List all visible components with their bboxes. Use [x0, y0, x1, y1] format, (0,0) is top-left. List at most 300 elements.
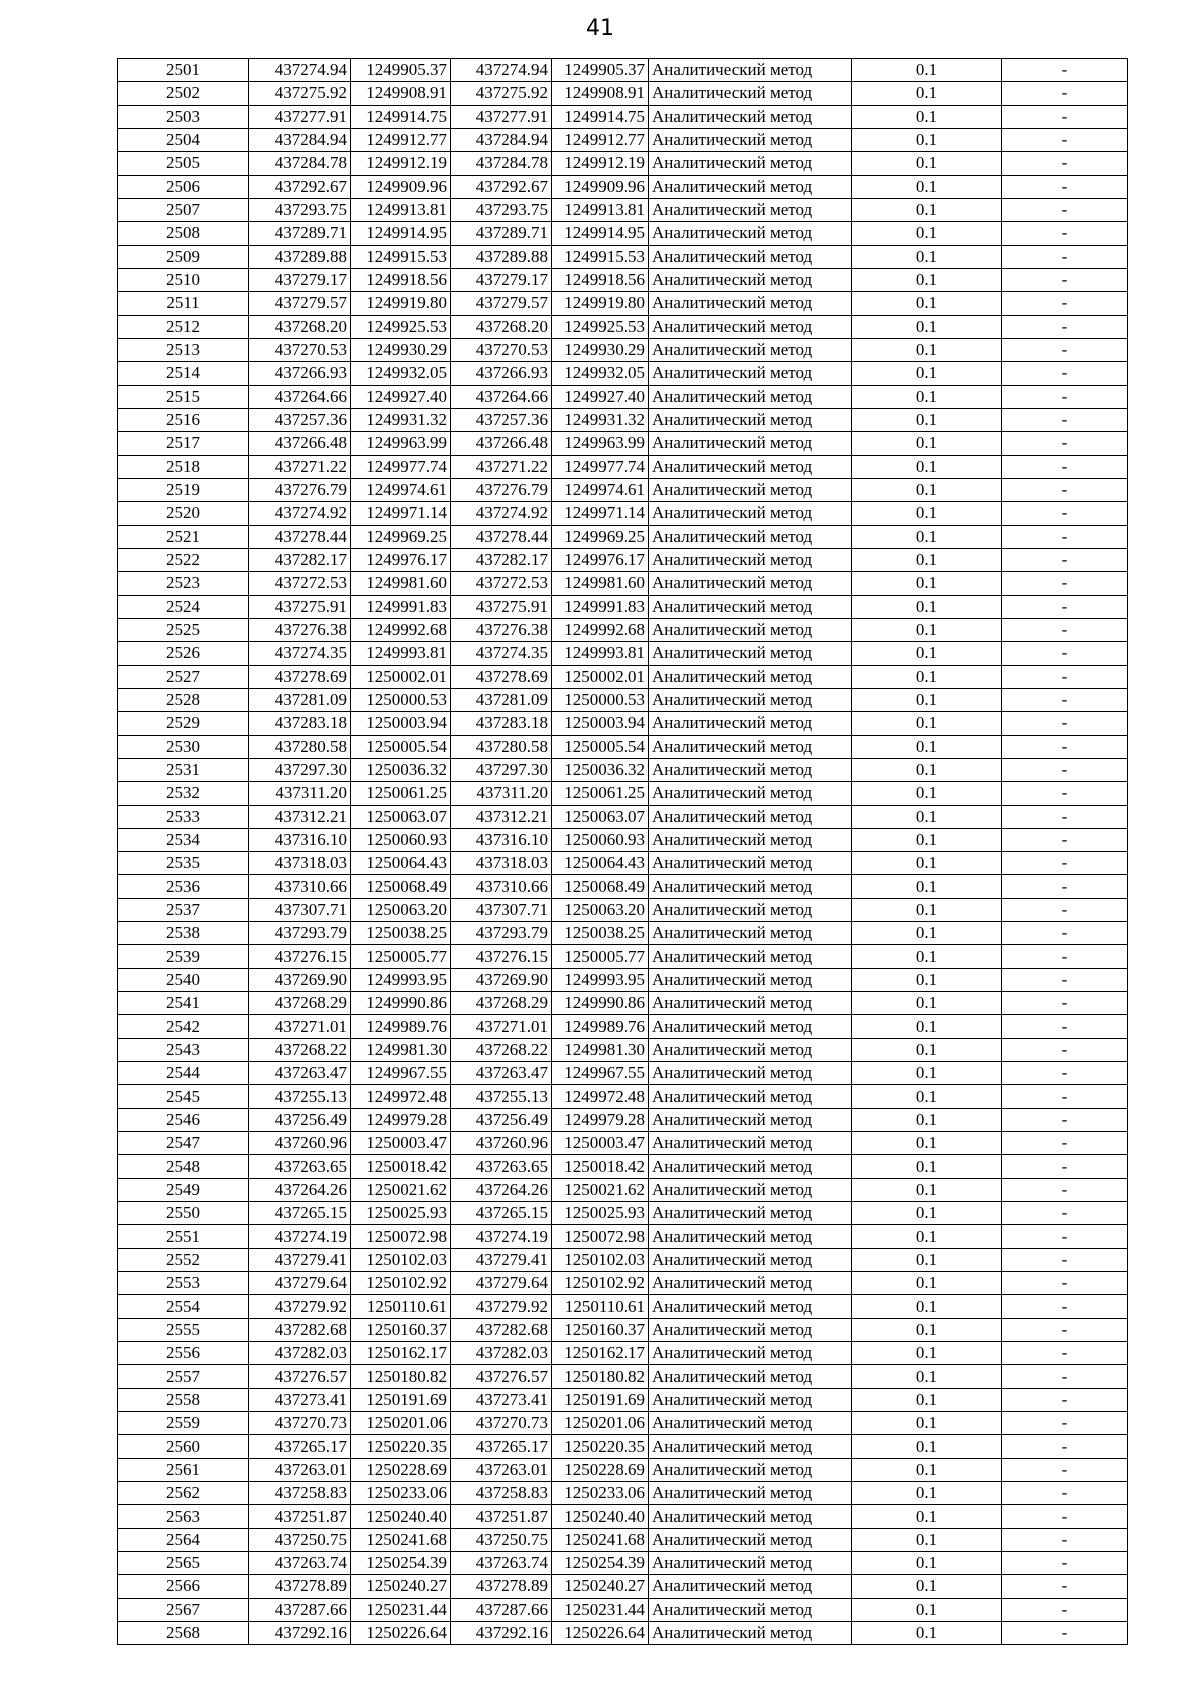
x-coordinate-cell: 437316.10 [451, 828, 552, 851]
accuracy-cell: 0.1 [852, 642, 1002, 665]
x-coordinate-cell: 437270.53 [451, 338, 552, 361]
dash-cell: - [1002, 1575, 1128, 1598]
x-coordinate-cell: 437251.87 [451, 1505, 552, 1528]
x-coordinate-cell: 437284.94 [451, 128, 552, 151]
accuracy-cell: 0.1 [852, 59, 1002, 82]
y-coordinate-cell: 1249908.91 [552, 82, 649, 105]
y-coordinate-cell: 1249967.55 [351, 1062, 451, 1085]
point-number-cell: 2537 [118, 898, 249, 921]
y-coordinate-cell: 1250233.06 [351, 1482, 451, 1505]
y-coordinate-cell: 1250110.61 [351, 1295, 451, 1318]
coordinates-table [117, 58, 1128, 1645]
point-number-cell: 2561 [118, 1458, 249, 1481]
method-cell: Аналитический метод [649, 1505, 852, 1528]
accuracy-cell: 0.1 [852, 502, 1002, 525]
y-coordinate-cell: 1250064.43 [351, 852, 451, 875]
x-coordinate-cell: 437293.75 [451, 198, 552, 221]
y-coordinate-cell: 1249925.53 [351, 315, 451, 338]
method-cell: Аналитический метод [649, 385, 852, 408]
accuracy-cell: 0.1 [852, 548, 1002, 571]
table-row [118, 642, 1128, 665]
x-coordinate-cell: 437318.03 [451, 852, 552, 875]
dash-cell: - [1002, 968, 1128, 991]
x-coordinate-cell: 437274.19 [451, 1225, 552, 1248]
accuracy-cell: 0.1 [852, 292, 1002, 315]
y-coordinate-cell: 1250005.77 [351, 945, 451, 968]
accuracy-cell: 0.1 [852, 1435, 1002, 1458]
table-row [118, 1062, 1128, 1085]
accuracy-cell: 0.1 [852, 478, 1002, 501]
point-number-cell: 2557 [118, 1365, 249, 1388]
point-number-cell: 2529 [118, 712, 249, 735]
x-coordinate-cell: 437292.16 [249, 1621, 351, 1644]
x-coordinate-cell: 437289.88 [249, 245, 351, 268]
dash-cell: - [1002, 1155, 1128, 1178]
method-cell: Аналитический метод [649, 595, 852, 618]
y-coordinate-cell: 1250061.25 [552, 782, 649, 805]
x-coordinate-cell: 437256.49 [249, 1108, 351, 1131]
x-coordinate-cell: 437265.17 [249, 1435, 351, 1458]
y-coordinate-cell: 1250254.39 [351, 1552, 451, 1575]
dash-cell: - [1002, 198, 1128, 221]
method-cell: Аналитический метод [649, 572, 852, 595]
dash-cell: - [1002, 688, 1128, 711]
method-cell: Аналитический метод [649, 548, 852, 571]
point-number-cell: 2518 [118, 455, 249, 478]
x-coordinate-cell: 437271.22 [451, 455, 552, 478]
point-number-cell: 2527 [118, 665, 249, 688]
x-coordinate-cell: 437278.69 [249, 665, 351, 688]
y-coordinate-cell: 1249992.68 [351, 618, 451, 641]
y-coordinate-cell: 1250162.17 [351, 1342, 451, 1365]
accuracy-cell: 0.1 [852, 1621, 1002, 1644]
dash-cell: - [1002, 1458, 1128, 1481]
y-coordinate-cell: 1250226.64 [351, 1621, 451, 1644]
point-number-cell: 2502 [118, 82, 249, 105]
x-coordinate-cell: 437276.57 [249, 1365, 351, 1388]
y-coordinate-cell: 1249981.60 [552, 572, 649, 595]
dash-cell: - [1002, 1108, 1128, 1131]
y-coordinate-cell: 1249931.32 [351, 408, 451, 431]
accuracy-cell: 0.1 [852, 875, 1002, 898]
y-coordinate-cell: 1249993.95 [351, 968, 451, 991]
accuracy-cell: 0.1 [852, 1388, 1002, 1411]
table-row [118, 1085, 1128, 1108]
x-coordinate-cell: 437274.35 [249, 642, 351, 665]
dash-cell: - [1002, 1132, 1128, 1155]
point-number-cell: 2567 [118, 1598, 249, 1621]
y-coordinate-cell: 1249919.80 [351, 292, 451, 315]
table-row [118, 1038, 1128, 1061]
x-coordinate-cell: 437287.66 [451, 1598, 552, 1621]
y-coordinate-cell: 1249932.05 [351, 362, 451, 385]
point-number-cell: 2504 [118, 128, 249, 151]
x-coordinate-cell: 437282.03 [451, 1342, 552, 1365]
table-row [118, 1528, 1128, 1551]
method-cell: Аналитический метод [649, 315, 852, 338]
x-coordinate-cell: 437268.29 [249, 992, 351, 1015]
y-coordinate-cell: 1250240.27 [552, 1575, 649, 1598]
coordinates-table-body [118, 59, 1128, 1645]
point-number-cell: 2546 [118, 1108, 249, 1131]
point-number-cell: 2514 [118, 362, 249, 385]
y-coordinate-cell: 1249992.68 [552, 618, 649, 641]
accuracy-cell: 0.1 [852, 152, 1002, 175]
point-number-cell: 2509 [118, 245, 249, 268]
table-row [118, 828, 1128, 851]
dash-cell: - [1002, 1015, 1128, 1038]
table-row [118, 128, 1128, 151]
method-cell: Аналитический метод [649, 1435, 852, 1458]
x-coordinate-cell: 437263.74 [451, 1552, 552, 1575]
x-coordinate-cell: 437283.18 [451, 712, 552, 735]
y-coordinate-cell: 1249981.30 [351, 1038, 451, 1061]
accuracy-cell: 0.1 [852, 315, 1002, 338]
x-coordinate-cell: 437274.92 [451, 502, 552, 525]
point-number-cell: 2540 [118, 968, 249, 991]
method-cell: Аналитический метод [649, 1062, 852, 1085]
table-row [118, 1248, 1128, 1271]
table-row [118, 945, 1128, 968]
accuracy-cell: 0.1 [852, 338, 1002, 361]
x-coordinate-cell: 437270.73 [451, 1412, 552, 1435]
point-number-cell: 2536 [118, 875, 249, 898]
y-coordinate-cell: 1249914.75 [351, 105, 451, 128]
point-number-cell: 2505 [118, 152, 249, 175]
dash-cell: - [1002, 828, 1128, 851]
point-number-cell: 2524 [118, 595, 249, 618]
dash-cell: - [1002, 1295, 1128, 1318]
method-cell: Аналитический метод [649, 642, 852, 665]
y-coordinate-cell: 1250160.37 [351, 1318, 451, 1341]
accuracy-cell: 0.1 [852, 782, 1002, 805]
method-cell: Аналитический метод [649, 1598, 852, 1621]
x-coordinate-cell: 437264.26 [451, 1178, 552, 1201]
y-coordinate-cell: 1249927.40 [351, 385, 451, 408]
x-coordinate-cell: 437271.01 [451, 1015, 552, 1038]
y-coordinate-cell: 1249912.19 [552, 152, 649, 175]
y-coordinate-cell: 1250003.94 [351, 712, 451, 735]
page-number: 41 [586, 16, 614, 41]
x-coordinate-cell: 437278.89 [451, 1575, 552, 1598]
x-coordinate-cell: 437281.09 [451, 688, 552, 711]
x-coordinate-cell: 437263.65 [451, 1155, 552, 1178]
y-coordinate-cell: 1250018.42 [351, 1155, 451, 1178]
y-coordinate-cell: 1249990.86 [351, 992, 451, 1015]
y-coordinate-cell: 1249971.14 [552, 502, 649, 525]
y-coordinate-cell: 1249993.95 [552, 968, 649, 991]
method-cell: Аналитический метод [649, 945, 852, 968]
table-row [118, 1435, 1128, 1458]
point-number-cell: 2523 [118, 572, 249, 595]
accuracy-cell: 0.1 [852, 1482, 1002, 1505]
x-coordinate-cell: 437280.58 [451, 735, 552, 758]
dash-cell: - [1002, 1202, 1128, 1225]
dash-cell: - [1002, 455, 1128, 478]
y-coordinate-cell: 1250240.40 [351, 1505, 451, 1528]
method-cell: Аналитический метод [649, 1388, 852, 1411]
y-coordinate-cell: 1249963.99 [552, 432, 649, 455]
y-coordinate-cell: 1250002.01 [552, 665, 649, 688]
x-coordinate-cell: 437278.44 [451, 525, 552, 548]
y-coordinate-cell: 1250072.98 [552, 1225, 649, 1248]
y-coordinate-cell: 1249912.77 [351, 128, 451, 151]
method-cell: Аналитический метод [649, 1365, 852, 1388]
x-coordinate-cell: 437266.93 [451, 362, 552, 385]
accuracy-cell: 0.1 [852, 1318, 1002, 1341]
x-coordinate-cell: 437263.01 [249, 1458, 351, 1481]
table-row [118, 525, 1128, 548]
x-coordinate-cell: 437250.75 [451, 1528, 552, 1551]
y-coordinate-cell: 1250003.47 [552, 1132, 649, 1155]
x-coordinate-cell: 437269.90 [451, 968, 552, 991]
table-row [118, 572, 1128, 595]
y-coordinate-cell: 1250191.69 [351, 1388, 451, 1411]
point-number-cell: 2562 [118, 1482, 249, 1505]
dash-cell: - [1002, 1342, 1128, 1365]
point-number-cell: 2565 [118, 1552, 249, 1575]
method-cell: Аналитический метод [649, 1038, 852, 1061]
y-coordinate-cell: 1250068.49 [351, 875, 451, 898]
x-coordinate-cell: 437268.22 [249, 1038, 351, 1061]
table-row [118, 1318, 1128, 1341]
y-coordinate-cell: 1249972.48 [552, 1085, 649, 1108]
table-row [118, 198, 1128, 221]
dash-cell: - [1002, 315, 1128, 338]
x-coordinate-cell: 437265.15 [249, 1202, 351, 1225]
method-cell: Аналитический метод [649, 1342, 852, 1365]
accuracy-cell: 0.1 [852, 665, 1002, 688]
accuracy-cell: 0.1 [852, 1342, 1002, 1365]
x-coordinate-cell: 437293.79 [249, 922, 351, 945]
point-number-cell: 2548 [118, 1155, 249, 1178]
accuracy-cell: 0.1 [852, 525, 1002, 548]
x-coordinate-cell: 437274.19 [249, 1225, 351, 1248]
y-coordinate-cell: 1250036.32 [351, 758, 451, 781]
x-coordinate-cell: 437307.71 [451, 898, 552, 921]
x-coordinate-cell: 437271.22 [249, 455, 351, 478]
point-number-cell: 2554 [118, 1295, 249, 1318]
point-number-cell: 2542 [118, 1015, 249, 1038]
dash-cell: - [1002, 362, 1128, 385]
accuracy-cell: 0.1 [852, 688, 1002, 711]
point-number-cell: 2515 [118, 385, 249, 408]
x-coordinate-cell: 437258.83 [249, 1482, 351, 1505]
method-cell: Аналитический метод [649, 1132, 852, 1155]
dash-cell: - [1002, 548, 1128, 571]
y-coordinate-cell: 1249979.28 [552, 1108, 649, 1131]
x-coordinate-cell: 437266.93 [249, 362, 351, 385]
table-row [118, 805, 1128, 828]
table-row [118, 105, 1128, 128]
x-coordinate-cell: 437279.41 [249, 1248, 351, 1271]
y-coordinate-cell: 1250241.68 [552, 1528, 649, 1551]
table-row [118, 315, 1128, 338]
table-row [118, 688, 1128, 711]
table-row [118, 222, 1128, 245]
accuracy-cell: 0.1 [852, 432, 1002, 455]
x-coordinate-cell: 437279.17 [249, 268, 351, 291]
method-cell: Аналитический метод [649, 338, 852, 361]
accuracy-cell: 0.1 [852, 1412, 1002, 1435]
x-coordinate-cell: 437297.30 [451, 758, 552, 781]
method-cell: Аналитический метод [649, 432, 852, 455]
point-number-cell: 2501 [118, 59, 249, 82]
dash-cell: - [1002, 1272, 1128, 1295]
method-cell: Аналитический метод [649, 455, 852, 478]
y-coordinate-cell: 1249925.53 [552, 315, 649, 338]
method-cell: Аналитический метод [649, 1482, 852, 1505]
table-row [118, 1225, 1128, 1248]
x-coordinate-cell: 437292.67 [451, 175, 552, 198]
point-number-cell: 2539 [118, 945, 249, 968]
dash-cell: - [1002, 852, 1128, 875]
x-coordinate-cell: 437279.92 [249, 1295, 351, 1318]
dash-cell: - [1002, 1388, 1128, 1411]
y-coordinate-cell: 1249990.86 [552, 992, 649, 1015]
x-coordinate-cell: 437255.13 [249, 1085, 351, 1108]
accuracy-cell: 0.1 [852, 1505, 1002, 1528]
y-coordinate-cell: 1250201.06 [552, 1412, 649, 1435]
x-coordinate-cell: 437289.88 [451, 245, 552, 268]
table-row [118, 408, 1128, 431]
y-coordinate-cell: 1249918.56 [351, 268, 451, 291]
y-coordinate-cell: 1250063.20 [552, 898, 649, 921]
x-coordinate-cell: 437270.73 [249, 1412, 351, 1435]
table-row [118, 1132, 1128, 1155]
accuracy-cell: 0.1 [852, 1038, 1002, 1061]
table-row [118, 1412, 1128, 1435]
table-row [118, 292, 1128, 315]
point-number-cell: 2526 [118, 642, 249, 665]
table-row [118, 618, 1128, 641]
x-coordinate-cell: 437278.44 [249, 525, 351, 548]
y-coordinate-cell: 1249991.83 [351, 595, 451, 618]
y-coordinate-cell: 1250003.47 [351, 1132, 451, 1155]
y-coordinate-cell: 1249912.19 [351, 152, 451, 175]
accuracy-cell: 0.1 [852, 572, 1002, 595]
x-coordinate-cell: 437279.17 [451, 268, 552, 291]
table-row [118, 175, 1128, 198]
y-coordinate-cell: 1250160.37 [552, 1318, 649, 1341]
y-coordinate-cell: 1250233.06 [552, 1482, 649, 1505]
x-coordinate-cell: 437293.75 [249, 198, 351, 221]
point-number-cell: 2521 [118, 525, 249, 548]
accuracy-cell: 0.1 [852, 1552, 1002, 1575]
table-row [118, 875, 1128, 898]
y-coordinate-cell: 1249981.60 [351, 572, 451, 595]
accuracy-cell: 0.1 [852, 408, 1002, 431]
x-coordinate-cell: 437270.53 [249, 338, 351, 361]
point-number-cell: 2559 [118, 1412, 249, 1435]
dash-cell: - [1002, 758, 1128, 781]
table-row [118, 1505, 1128, 1528]
x-coordinate-cell: 437279.64 [451, 1272, 552, 1295]
dash-cell: - [1002, 292, 1128, 315]
y-coordinate-cell: 1249908.91 [351, 82, 451, 105]
y-coordinate-cell: 1250191.69 [552, 1388, 649, 1411]
method-cell: Аналитический метод [649, 1295, 852, 1318]
x-coordinate-cell: 437282.17 [451, 548, 552, 571]
table-row [118, 1155, 1128, 1178]
dash-cell: - [1002, 502, 1128, 525]
y-coordinate-cell: 1250102.92 [552, 1272, 649, 1295]
x-coordinate-cell: 437289.71 [249, 222, 351, 245]
y-coordinate-cell: 1249919.80 [552, 292, 649, 315]
y-coordinate-cell: 1250002.01 [351, 665, 451, 688]
table-row [118, 852, 1128, 875]
y-coordinate-cell: 1250180.82 [552, 1365, 649, 1388]
dash-cell: - [1002, 665, 1128, 688]
y-coordinate-cell: 1250005.77 [552, 945, 649, 968]
x-coordinate-cell: 437265.15 [451, 1202, 552, 1225]
y-coordinate-cell: 1250000.53 [351, 688, 451, 711]
x-coordinate-cell: 437282.03 [249, 1342, 351, 1365]
y-coordinate-cell: 1250038.25 [351, 922, 451, 945]
y-coordinate-cell: 1249981.30 [552, 1038, 649, 1061]
point-number-cell: 2512 [118, 315, 249, 338]
x-coordinate-cell: 437266.48 [249, 432, 351, 455]
dash-cell: - [1002, 1085, 1128, 1108]
method-cell: Аналитический метод [649, 1528, 852, 1551]
accuracy-cell: 0.1 [852, 1528, 1002, 1551]
x-coordinate-cell: 437292.16 [451, 1621, 552, 1644]
dash-cell: - [1002, 478, 1128, 501]
method-cell: Аналитический метод [649, 198, 852, 221]
table-row [118, 1108, 1128, 1131]
dash-cell: - [1002, 1248, 1128, 1271]
y-coordinate-cell: 1250162.17 [552, 1342, 649, 1365]
accuracy-cell: 0.1 [852, 385, 1002, 408]
accuracy-cell: 0.1 [852, 1225, 1002, 1248]
x-coordinate-cell: 437282.68 [451, 1318, 552, 1341]
point-number-cell: 2522 [118, 548, 249, 571]
y-coordinate-cell: 1249912.77 [552, 128, 649, 151]
dash-cell: - [1002, 82, 1128, 105]
table-row [118, 1575, 1128, 1598]
x-coordinate-cell: 437250.75 [249, 1528, 351, 1551]
y-coordinate-cell: 1250060.93 [351, 828, 451, 851]
dash-cell: - [1002, 805, 1128, 828]
y-coordinate-cell: 1250102.03 [351, 1248, 451, 1271]
x-coordinate-cell: 437281.09 [249, 688, 351, 711]
x-coordinate-cell: 437256.49 [451, 1108, 552, 1131]
y-coordinate-cell: 1249905.37 [552, 59, 649, 82]
method-cell: Аналитический метод [649, 828, 852, 851]
point-number-cell: 2538 [118, 922, 249, 945]
y-coordinate-cell: 1250064.43 [552, 852, 649, 875]
point-number-cell: 2558 [118, 1388, 249, 1411]
dash-cell: - [1002, 1621, 1128, 1644]
dash-cell: - [1002, 222, 1128, 245]
x-coordinate-cell: 437264.66 [249, 385, 351, 408]
x-coordinate-cell: 437316.10 [249, 828, 351, 851]
accuracy-cell: 0.1 [852, 1272, 1002, 1295]
method-cell: Аналитический метод [649, 1621, 852, 1644]
point-number-cell: 2551 [118, 1225, 249, 1248]
x-coordinate-cell: 437273.41 [249, 1388, 351, 1411]
x-coordinate-cell: 437264.66 [451, 385, 552, 408]
y-coordinate-cell: 1249927.40 [552, 385, 649, 408]
table-row [118, 1295, 1128, 1318]
accuracy-cell: 0.1 [852, 245, 1002, 268]
x-coordinate-cell: 437274.92 [249, 502, 351, 525]
point-number-cell: 2506 [118, 175, 249, 198]
accuracy-cell: 0.1 [852, 1295, 1002, 1318]
accuracy-cell: 0.1 [852, 1178, 1002, 1201]
method-cell: Аналитический метод [649, 758, 852, 781]
y-coordinate-cell: 1250072.98 [351, 1225, 451, 1248]
